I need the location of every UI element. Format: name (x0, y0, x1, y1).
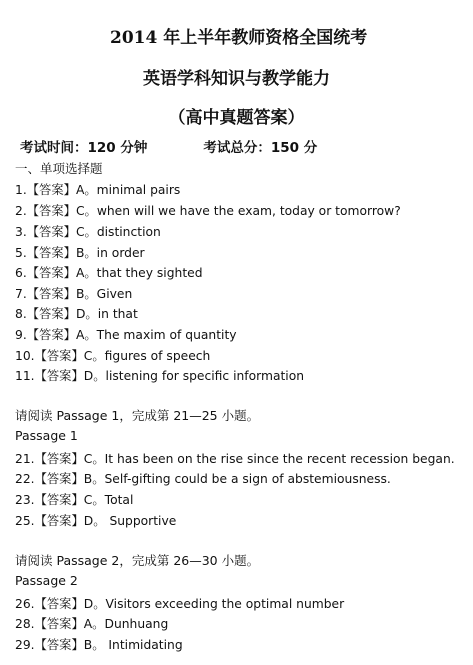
answer-text: A。minimal pairs (75, 183, 181, 197)
answer-tag: 【答案】 (26, 266, 76, 280)
answer-line (15, 325, 237, 343)
answer-text: C。distinction (75, 225, 161, 239)
answer-num: 2. (15, 204, 27, 218)
answer-line (15, 284, 132, 302)
answer-num: 25. (15, 514, 35, 528)
passage-instruction: 请阅读 Passage 1，完成第 21—25 小题。 (15, 408, 260, 423)
title-line-3: （高中真题答案） (168, 108, 305, 128)
exam-score: 考试总分：150 分 (203, 140, 318, 156)
answer-num: 28. (15, 617, 35, 631)
answer-text: C。figures of speech (83, 349, 211, 363)
answer-text: C。It has been on the rise since the recent recession began. (83, 452, 455, 466)
answer-tag: 【答案】 (34, 514, 84, 528)
passage-instruction: 请阅读 Passage 2，完成第 26—30 小题。 (15, 553, 260, 568)
answer-text: B。in order (75, 246, 145, 260)
answer-tag: 【答案】 (26, 225, 76, 239)
section-heading: 一、单项选择题 (15, 161, 103, 176)
title-line-2: 英语学科知识与教学能力 (143, 69, 330, 89)
answer-text: D。in that (75, 307, 138, 321)
answer-num: 21. (15, 452, 35, 466)
answer-num: 6. (15, 266, 27, 280)
answer-num: 22. (15, 472, 35, 486)
answer-line (15, 201, 401, 219)
answer-line (15, 449, 455, 467)
answer-tag: 【答案】 (26, 287, 76, 301)
passage-label: Passage 2 (15, 573, 78, 588)
answer-line (15, 366, 304, 384)
answer-tag: 【答案】 (26, 183, 76, 197)
answer-tag: 【答案】 (26, 246, 76, 260)
answer-tag: 【答案】 (34, 349, 84, 363)
answer-tag: 【答案】 (26, 328, 76, 342)
exam-meta (20, 136, 317, 156)
answer-text: D。listening for specific information (83, 369, 305, 383)
answer-tag: 【答案】 (34, 638, 84, 652)
answer-line (15, 243, 145, 261)
answer-line (15, 346, 210, 364)
answer-tag: 【答案】 (34, 617, 84, 631)
answer-line (15, 263, 203, 281)
answer-text: D。Visitors exceeding the optimal number (83, 597, 345, 611)
answer-line (15, 635, 183, 653)
answer-line (15, 511, 176, 529)
answer-text: C。Total (83, 493, 134, 507)
answer-line (15, 594, 344, 612)
answer-tag: 【答案】 (34, 452, 84, 466)
answer-text: B。 Intimidating (83, 638, 183, 652)
answer-num: 29. (15, 638, 35, 652)
answer-tag: 【答案】 (34, 493, 84, 507)
answer-num: 5. (15, 246, 27, 260)
answer-num: 1. (15, 183, 27, 197)
answer-num: 23. (15, 493, 35, 507)
answer-num: 8. (15, 307, 27, 321)
answer-tag: 【答案】 (34, 369, 84, 383)
answer-num: 3. (15, 225, 27, 239)
answer-line (15, 304, 138, 322)
passage-label: Passage 1 (15, 428, 78, 443)
answer-num: 11. (15, 369, 35, 383)
answer-num: 26. (15, 597, 35, 611)
answer-text: A。The maxim of quantity (75, 328, 237, 342)
answer-line (15, 469, 391, 487)
answer-text: A。that they sighted (75, 266, 203, 280)
answer-tag: 【答案】 (26, 204, 76, 218)
answer-line (15, 490, 133, 508)
answer-text: A。Dunhuang (83, 617, 169, 631)
answer-line (15, 614, 168, 632)
answer-tag: 【答案】 (26, 307, 76, 321)
answer-line (15, 180, 180, 198)
answer-num: 7. (15, 287, 27, 301)
answer-line (15, 222, 161, 240)
answer-tag: 【答案】 (34, 597, 84, 611)
answer-tag: 【答案】 (34, 472, 84, 486)
exam-time: 考试时间：120 分钟 (20, 140, 148, 156)
answer-text: B。Given (75, 287, 133, 301)
title-line-1: 2014 年上半年教师资格全国统考 (110, 28, 368, 48)
answer-text: C。when will we have the exam, today or tomorrow? (75, 204, 401, 218)
answer-text: B。Self-gifting could be a sign of abstemiousness. (83, 472, 391, 486)
answer-num: 9. (15, 328, 27, 342)
answer-text: D。 Supportive (83, 514, 177, 528)
answer-num: 10. (15, 349, 35, 363)
